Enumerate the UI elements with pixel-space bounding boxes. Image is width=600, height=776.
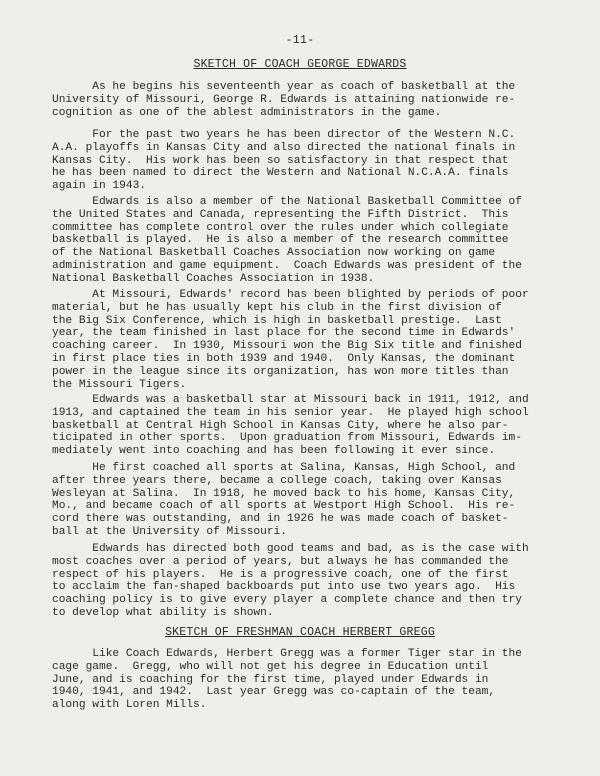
section-heading-gregg: SKETCH OF FRESHMAN COACH HERBERT GREGG	[165, 626, 435, 639]
paragraph: At Missouri, Edwards' record has been blighted by periods of poor material, but he has usually kept his club in the first division of the Big Six Conference, which is high in basketball prestige. Last year, the team finished in last place for the second time in Edwards' coaching career. In 1930, Missouri won the Big Six title and finished in first place ties in both 1939 and 1940. Only Kansas, the dominant power in the league since its organization, has won more titles than the Missouri Tigers.	[52, 289, 529, 391]
paragraph: Edwards was a basketball star at Missouri back in 1911, 1912, and 1913, and captained the team in his senior year. He played high school basketball at Central High School in Kansas City, where he also par- ticipated in other sports. Upon graduation from Missouri, Edwards im- mediately went into coaching and has been following it ever since.	[52, 394, 529, 458]
paragraph: He first coached all sports at Salina, Kansas, High School, and after three years there, became a college coach, taking over Kansas Wesleyan at Salina. In 1918, he moved back to his home, Kansas City, Mo., and became coach of all sports at Westport High School. His re- cord there was outstanding, and in 1926 he was made coach of basket- ball at the University of Missouri.	[52, 462, 516, 538]
paragraph: Edwards is also a member of the National Basketball Committee of the United States and Canada, representing the Fifth District. This committee has complete control over the rules under which collegiate basketball is played. He is also a member of the research committee of the National Basketball Coaches Association now working on game administration and game equipment. Coach Edwards was president of the National Basketball Coaches Association in 1938.	[52, 196, 522, 285]
page-number: -11-	[285, 34, 315, 47]
paragraph: Like Coach Edwards, Herbert Gregg was a former Tiger star in the cage game. Gregg, who will not get his degree in Education until June, and is coaching for the first time, played under Edwards in 1940, 1941, and 1942. Last year Gregg was co-captain of the team, along with Loren Mills.	[52, 648, 522, 712]
paragraph: Edwards has directed both good teams and bad, as is the case with most coaches over a period of years, but always he has commanded the respect of his players. He is a progressive coach, one of the first to acclaim the fan-shaped backboards put into use two years ago. His coaching policy is to give every player a complete chance and then try to develop what ability is shown.	[52, 543, 529, 619]
paragraph: As he begins his seventeenth year as coach of basketball at the University of Missouri, George R. Edwards is attaining nationwide re- cognition as one of the ablest administrators in the game.	[52, 81, 516, 119]
paragraph: For the past two years he has been director of the Western N.C. A.A. playoffs in Kansas City and also directed the national finals in Kansas City. His work has been so satisfactory in that respect that he has been named to direct the Western and National N.C.A.A. finals again in 1943.	[52, 129, 516, 193]
section-heading-edwards: SKETCH OF COACH GEORGE EDWARDS	[193, 58, 407, 71]
